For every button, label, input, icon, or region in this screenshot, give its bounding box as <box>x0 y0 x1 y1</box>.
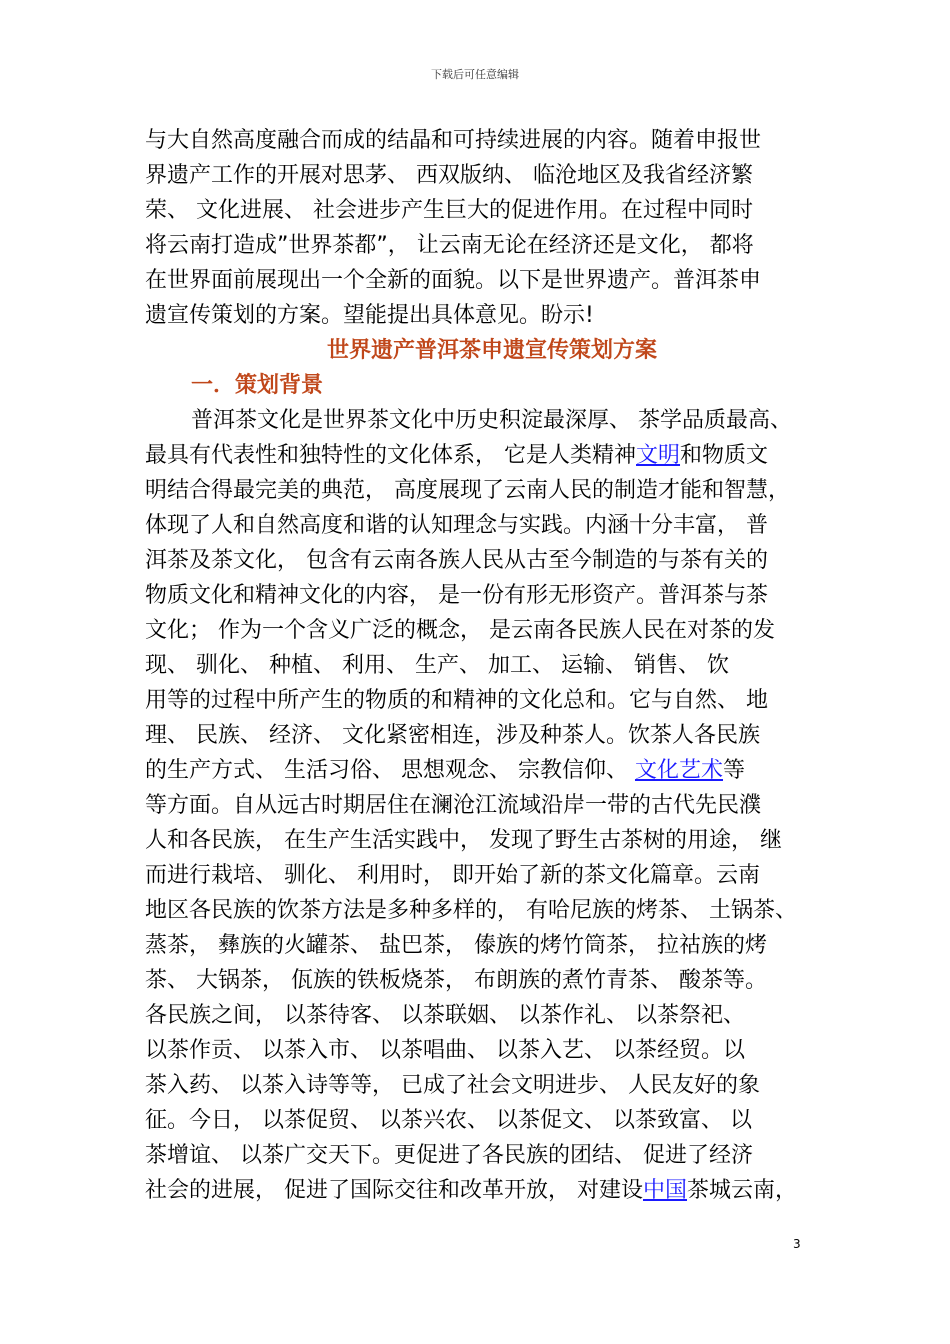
intro-line: 将云南打造成”世界茶都”， 让云南无论在经济还是文化， 都将 <box>145 233 754 258</box>
intro-line: 遗宣传策划的方案。望能提出具体意见。盼示! <box>145 303 594 328</box>
paragraph-line: 茶增谊、 以茶广交天下。更促进了各民族的团结、 促进了经济 <box>145 1143 753 1168</box>
paragraph-line: 地区各民族的饮茶方法是多种多样的， 有哈尼族的烤茶、 土锅茶、 <box>145 898 797 923</box>
intro-line: 与大自然高度融合而成的结晶和可持续进展的内容。随着申报世 <box>145 128 762 153</box>
paragraph-line: 物质文化和精神文化的内容， 是一份有形无形资产。普洱茶与茶 <box>145 583 768 608</box>
paragraph-line: 而进行栽培、 驯化、 利用时， 即开始了新的茶文化篇章。云南 <box>145 863 760 888</box>
text-span: 茶城云南， <box>687 1178 798 1203</box>
paragraph-line: 征。今日， 以茶促贸、 以茶兴农、 以茶促文、 以茶致富、 以 <box>145 1108 752 1133</box>
text-span: 最具有代表性和独特性的文化体系， 它是人类精神 <box>145 443 636 468</box>
paragraph-line: 蒸茶， 彝族的火罐茶、 盐巴茶， 傣族的烤竹筒茶， 拉祜族的烤 <box>145 933 767 958</box>
text-span: 的生产方式、 生活习俗、 思想观念、 宗教信仰、 <box>145 758 635 783</box>
intro-line: 荣、 文化进展、 社会进步产生巨大的促进作用。在过程中同时 <box>145 198 753 223</box>
paragraph-line: 理、 民族、 经济、 文化紧密相连，涉及种茶人。饮茶人各民族 <box>145 723 760 748</box>
paragraph-line <box>145 1173 797 1208</box>
text-span: 和物质文 <box>680 443 769 468</box>
link-wenming[interactable]: 文明 <box>636 443 681 468</box>
paragraph-line <box>145 438 768 473</box>
section-heading: 一．策划背景 <box>191 373 324 398</box>
document-title: 世界遗产普洱茶申遗宣传策划方案 <box>327 338 658 363</box>
paragraph-line: 文化； 作为一个含义广泛的概念， 是云南各民族人民在对茶的发 <box>145 618 775 643</box>
paragraph-line: 现、 驯化、 种植、 利用、 生产、 加工、 运输、 销售、 饮 <box>145 653 729 678</box>
paragraph-line <box>145 753 745 788</box>
paragraph-line: 明结合得最完美的典范， 高度展现了云南人民的制造才能和智慧， <box>145 478 790 503</box>
paragraph-line: 各民族之间， 以茶待客、 以茶联姻、 以茶作礼、 以茶祭祀、 <box>145 1003 745 1028</box>
page-header: 下载后可任意编辑 <box>431 68 519 81</box>
paragraph-line: 体现了人和自然高度和谐的认知理念与实践。内涵十分丰富， 普 <box>145 513 768 538</box>
page-number: 3 <box>793 1237 801 1251</box>
paragraph-line: 以茶作贡、 以茶入市、 以茶唱曲、 以茶入艺、 以茶经贸。以 <box>145 1038 745 1063</box>
paragraph-line: 茶、 大锅茶， 佤族的铁板烧茶， 布朗族的煮竹青茶、 酸茶等。 <box>145 968 767 993</box>
text-span: 社会的进展， 促进了国际交往和改革开放， 对建设 <box>145 1178 643 1203</box>
paragraph-line: 人和各民族， 在生产生活实践中， 发现了野生古茶树的用途， 继 <box>145 828 782 853</box>
paragraph-line: 茶入药、 以茶入诗等等， 已成了社会文明进步、 人民友好的象 <box>145 1073 760 1098</box>
paragraph-line: 普洱茶文化是世界茶文化中历史积淀最深厚、 茶学品质最高、 <box>191 408 792 433</box>
paragraph-line: 用等的过程中所产生的物质的和精神的文化总和。它与自然、 地 <box>145 688 768 713</box>
link-zhongguo[interactable]: 中国 <box>643 1178 688 1203</box>
link-wenhua-yishu[interactable]: 文化艺术 <box>634 758 723 783</box>
intro-line: 在世界面前展现出一个全新的面貌。以下是世界遗产。普洱茶申 <box>145 268 762 293</box>
paragraph-line: 洱茶及茶文化， 包含有云南各族人民从古至今制造的与茶有关的 <box>145 548 768 573</box>
paragraph-line: 等方面。自从远古时期居住在澜沧江流域沿岸一带的古代先民濮 <box>145 793 762 818</box>
text-span: 等 <box>723 758 746 783</box>
intro-line: 界遗产工作的开展对思茅、 西双版纳、 临沧地区及我省经济繁 <box>145 163 753 188</box>
